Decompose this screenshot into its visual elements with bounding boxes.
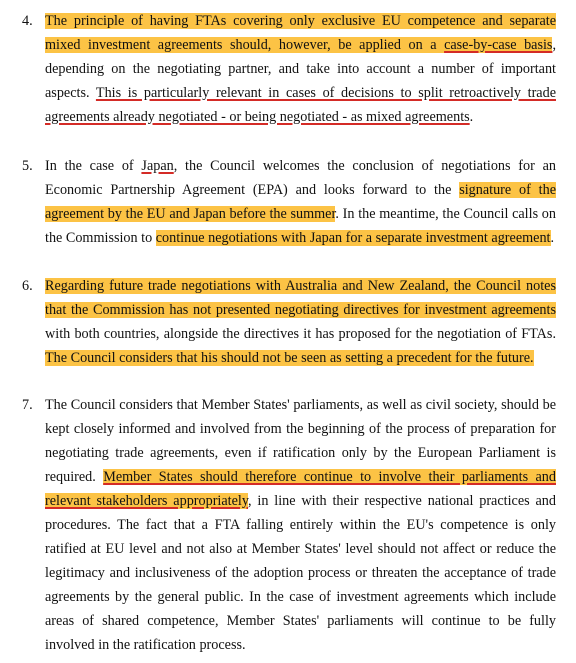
text-segment: , in line with their respective national practices and procedures. The fact that a FTA falling entirely within the EU's competence is only ratified at EU level and not also at Member States' level should not affect or reduce the legitimacy and inclusiveness of the adoption process or threaten the acceptance of trade agreements by the general public. In the case of investment agreements which include areas of shared competence, Member States' parliaments will continue to be fully involved in the ratification process. [45, 493, 556, 653]
text-segment: . [550, 230, 555, 246]
paragraph-text [45, 274, 556, 370]
text-segment: , depending on the negotiating partner, and take into account a number of important aspects. [45, 37, 556, 101]
text-segment: continue negotiations with Japan for a separate investment agreement [155, 230, 551, 246]
text-segment: This is particularly relevant in cases of decisions to split retroactively trade agreements already negotiated - or being negotiated - as mixed agreements [45, 85, 556, 125]
paragraph-number: 5. [22, 158, 33, 174]
paragraph-number: 7. [22, 397, 33, 413]
text-segment: Member States should therefore continue to involve their parliaments and relevant stakeholders appropriately [45, 469, 556, 509]
text-segment: , the Council welcomes the conclusion of negotiations for an Economic Partnership Agreement (EPA) and looks forward to the [45, 158, 556, 198]
text-segment: . [469, 109, 474, 125]
paragraph-text [45, 154, 556, 250]
paragraph-number: 6. [22, 278, 33, 294]
text-segment: In the case of [45, 158, 142, 174]
text-segment: signature of the agreement by the EU and Japan before the summer [45, 182, 556, 222]
text-segment: . In the meantime, the Council calls on the Commission to [45, 206, 556, 246]
text-segment: Japan [141, 158, 174, 174]
paragraph-text [45, 9, 556, 129]
text-segment: Regarding future trade negotiations with Australia and New Zealand, the Council notes that the Commission has not presented negotiating directives for investment agreements [45, 278, 556, 318]
text-segment: case-by-case basis [444, 37, 553, 53]
paragraph-text [45, 393, 556, 657]
paragraph-number: 4. [22, 13, 33, 29]
text-segment: The Council considers that Member States' parliaments, as well as civil society, should be kept closely informed and involved from the beginning of the process of preparation for negotiating trade agreements, even if ratification only by the European Parliament is required. [45, 397, 556, 485]
text-segment: The principle of having FTAs covering only exclusive EU competence and separate mixed investment agreements should, however, be applied on a [45, 13, 556, 53]
text-segment: with both countries, alongside the directives it has proposed for the negotiation of FTAs. [45, 326, 556, 342]
text-segment: The Council considers that his should not be seen as setting a precedent for the future. [45, 350, 534, 366]
